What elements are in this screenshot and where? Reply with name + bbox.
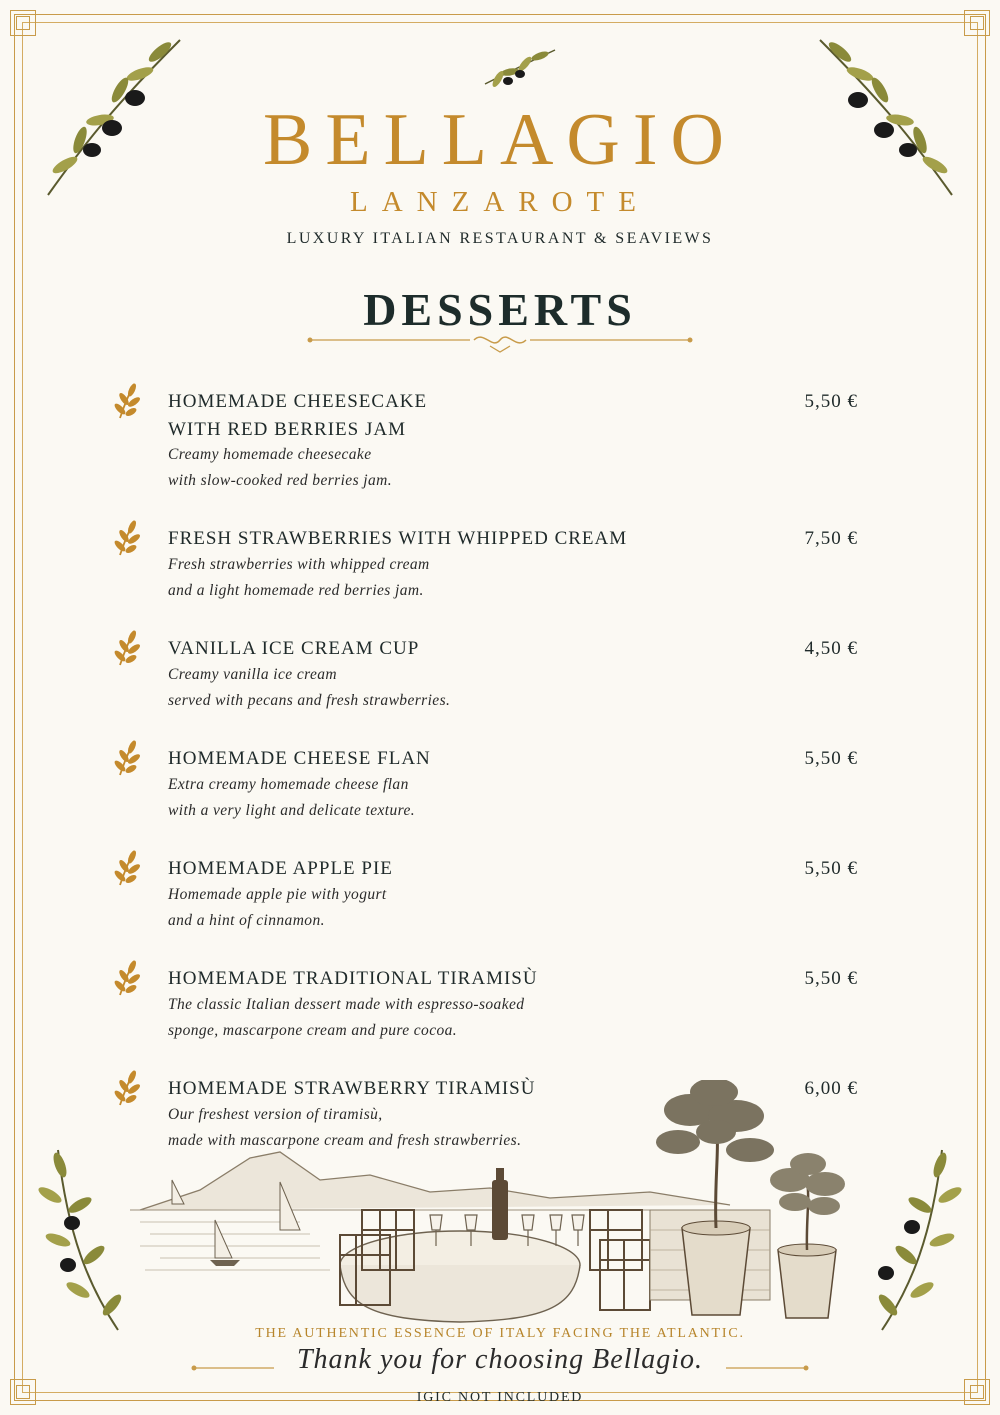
corner-ornament-top-right [964,10,990,36]
menu-item-name: HOMEMADE CHEESE FLAN [168,748,431,769]
footer-thanks: Thank you for choosing Bellagio. [296,1344,704,1375]
menu-item-name: HOMEMADE TRADITIONAL TIRAMISÙ [168,968,538,989]
menu-item-description: Extra creamy homemade cheese flan with a very light and delicate texture. [168,776,416,819]
wheat-sprig-icon [112,627,142,667]
menu-item-price: 4,50 € [804,638,858,659]
menu-item-name: HOMEMADE APPLE PIE [168,858,393,879]
menu-item-name: HOMEMADE CHEESECAKE WITH RED BERRIES JAM [168,391,428,440]
olive-branch-icon [480,44,560,90]
menu-item-description: Our freshest version of tiramisù, made with mascarpone cream and fresh strawberries. [168,1106,522,1149]
menu-item-price: 7,50 € [804,528,858,549]
wheat-sprig-icon [112,517,142,557]
menu-item-price: 5,50 € [804,968,858,989]
tax-note: IGIC NOT INCLUDED [416,1390,584,1405]
menu-item-price: 5,50 € [804,858,858,879]
menu-item-description: Creamy homemade cheesecake with slow-cooked red berries jam. [168,446,393,489]
restaurant-tagline: LUXURY ITALIAN RESTAURANT & SEAVIEWS [286,230,714,247]
menu-item-description: Homemade apple pie with yogurt and a hint of cinnamon. [168,886,387,929]
menu-item-name: FRESH STRAWBERRIES WITH WHIPPED CREAM [168,528,628,549]
ornament-divider-icon [306,328,694,356]
menu-item-price: 5,50 € [804,748,858,769]
menu-item-description: Fresh strawberries with whipped cream and a light homemade red berries jam. [168,556,430,599]
menu-item-price: 6,00 € [804,1078,858,1099]
seaside-terrace-illustration [130,1080,870,1330]
olive-branch-icon [862,1145,972,1335]
wheat-sprig-icon [112,737,142,777]
wheat-sprig-icon [112,380,142,420]
menu-item-price: 5,50 € [804,391,858,412]
footer-tagline: THE AUTHENTIC ESSENCE OF ITALY FACING THE ATLANTIC. [255,1326,745,1341]
menu-item-description: The classic Italian dessert made with espresso-soaked sponge, mascarpone cream and pure cocoa. [168,996,525,1039]
menu-item-name: VANILLA ICE CREAM CUP [168,638,420,659]
wheat-sprig-icon [112,847,142,887]
corner-ornament-top-left [10,10,36,36]
restaurant-location: LANZAROTE [350,186,650,218]
menu-item-description: Creamy vanilla ice cream served with pecans and fresh strawberries. [168,666,451,709]
restaurant-name: BELLAGIO [263,99,737,181]
wheat-sprig-icon [112,957,142,997]
page-title: DESSERTS [363,284,637,335]
menu-item-name: HOMEMADE STRAWBERRY TIRAMISÙ [168,1078,536,1099]
olive-branch-icon [28,1145,138,1335]
